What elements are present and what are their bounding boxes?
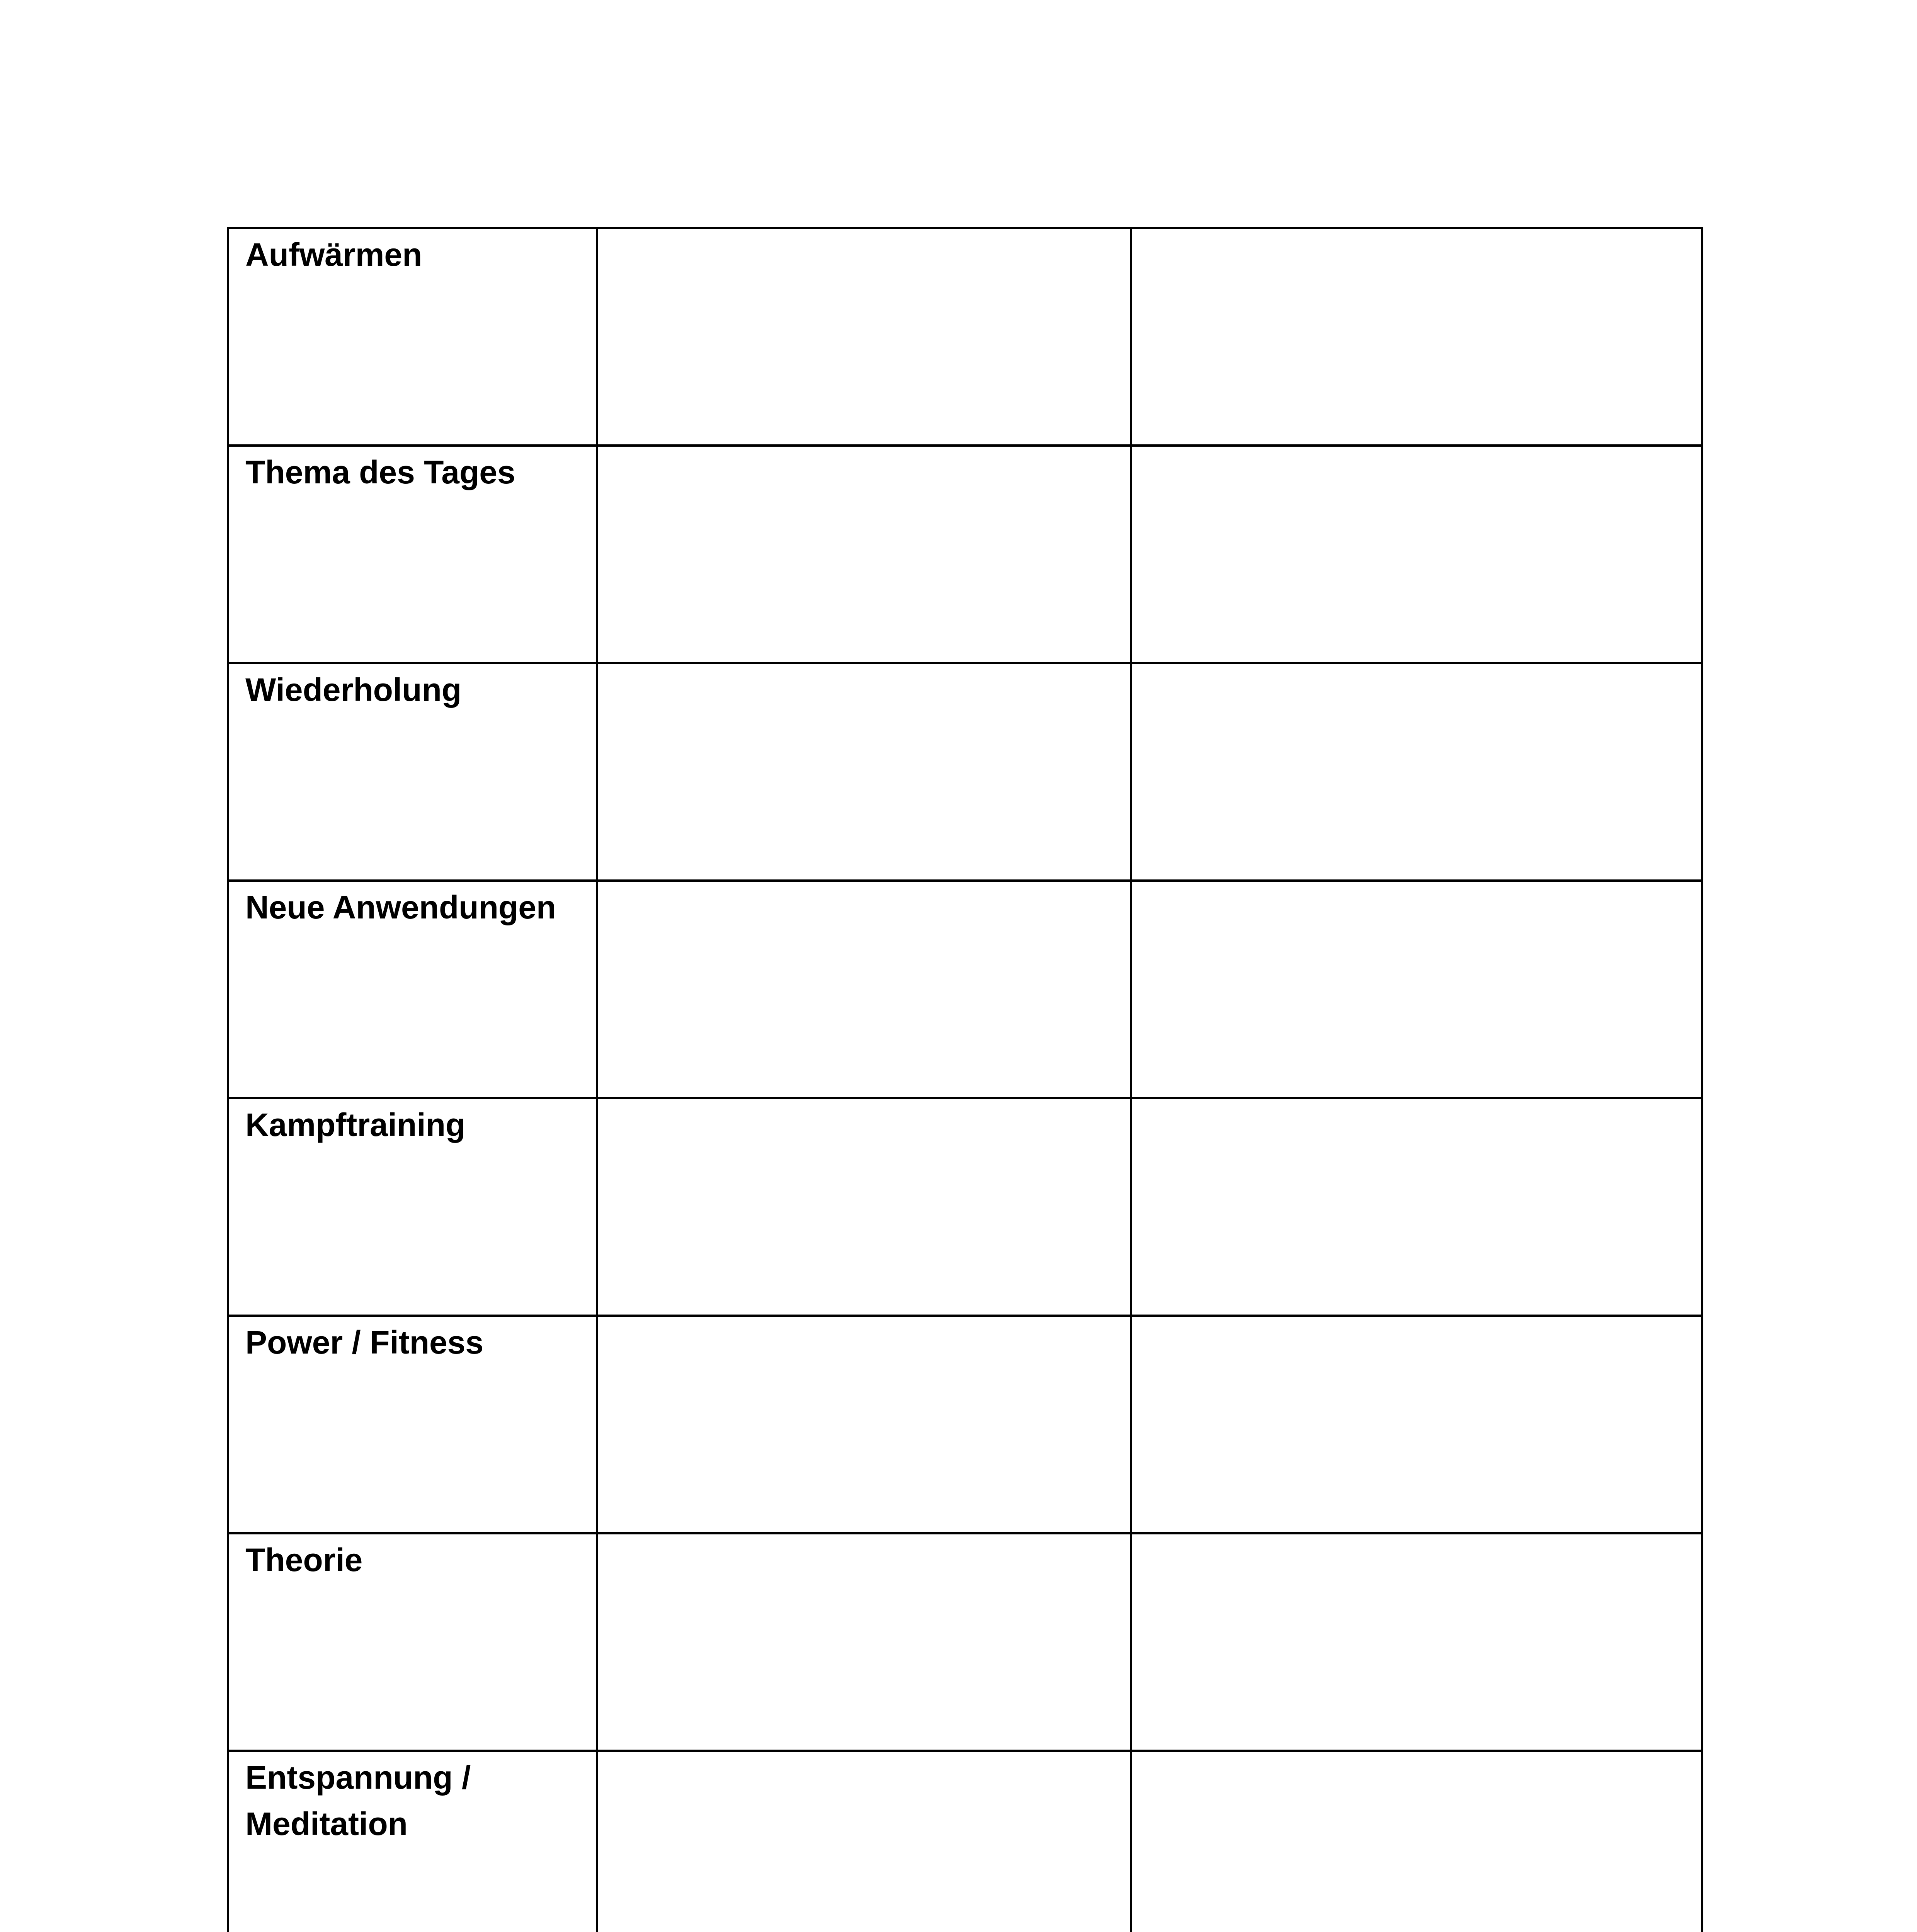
table-row	[228, 663, 1702, 881]
entry-cell[interactable]	[1131, 663, 1702, 881]
entry-cell[interactable]	[597, 663, 1131, 881]
entry-cell[interactable]	[1131, 1098, 1702, 1316]
entry-cell[interactable]	[597, 1098, 1131, 1316]
entry-cell[interactable]	[597, 1533, 1131, 1751]
table-row	[228, 1751, 1702, 1932]
row-label-cell	[228, 881, 597, 1098]
entry-cell[interactable]	[597, 446, 1131, 663]
table-row	[228, 1316, 1702, 1533]
table-row	[228, 1098, 1702, 1316]
table-row	[228, 228, 1702, 446]
entry-cell[interactable]	[1131, 881, 1702, 1098]
row-label-theorie: Theorie	[245, 1542, 363, 1578]
row-label-aufwaermen: Aufwärmen	[245, 236, 422, 273]
row-label-cell	[228, 1751, 597, 1932]
row-label-cell	[228, 446, 597, 663]
entry-cell[interactable]	[1131, 446, 1702, 663]
table-row	[228, 881, 1702, 1098]
entry-cell[interactable]	[597, 1316, 1131, 1533]
row-label-neue-anwendungen: Neue Anwendungen	[245, 889, 556, 925]
entry-cell[interactable]	[597, 1751, 1131, 1932]
row-label-cell	[228, 1098, 597, 1316]
entry-cell[interactable]	[597, 228, 1131, 446]
entry-cell[interactable]	[1131, 228, 1702, 446]
row-label-thema-des-tages: Thema des Tages	[245, 454, 515, 490]
row-label-cell	[228, 228, 597, 446]
row-label-power-fitness: Power / Fitness	[245, 1324, 484, 1361]
entry-cell[interactable]	[1131, 1533, 1702, 1751]
entry-cell[interactable]	[1131, 1316, 1702, 1533]
row-label-entspannung-meditation: Entspannung / Meditation	[245, 1759, 471, 1842]
training-plan-table	[227, 227, 1703, 1932]
row-label-cell	[228, 1533, 597, 1751]
entry-cell[interactable]	[597, 881, 1131, 1098]
table-row	[228, 1533, 1702, 1751]
row-label-kampftraining: Kampftraining	[245, 1107, 466, 1143]
table-row	[228, 446, 1702, 663]
entry-cell[interactable]	[1131, 1751, 1702, 1932]
row-label-cell	[228, 663, 597, 881]
row-label-cell	[228, 1316, 597, 1533]
row-label-wiederholung: Wiederholung	[245, 672, 462, 708]
